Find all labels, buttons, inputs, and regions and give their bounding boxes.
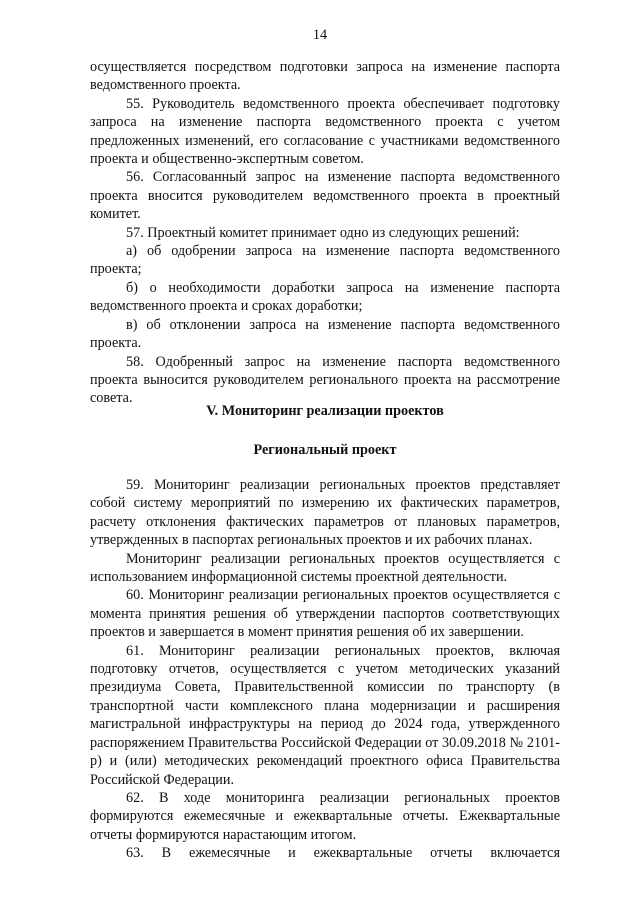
paragraph: а) об одобрении запроса на изменение паспорта ведомственного проекта; xyxy=(90,243,560,278)
paragraph: 59. Мониторинг реализации региональных проектов представляет собой систему мероприятий по измерению их фактических параметров, расчету отклонения фактических параметров от плановых параметров, утвержденных в паспортах региональных проектов и их рабочих планах. xyxy=(90,477,560,549)
paragraph: осуществляется посредством подготовки запроса на изменение паспорта ведомственного проекта. xyxy=(90,59,560,94)
paragraph: б) о необходимости доработки запроса на изменение паспорта ведомственного проекта и сроках доработки; xyxy=(90,279,560,315)
page-number: 14 xyxy=(312,27,328,43)
paragraph: 58. Одобренный запрос на изменение паспорта ведомственного проекта выносится руководителем регионального проекта на рассмотрение совета. xyxy=(90,353,560,407)
paragraph: 55. Руководитель ведомственного проекта обеспечивает подготовку запроса на изменение паспорта ведомственного проекта с учетом предложенных изменений, его согласование с участниками ведомственного проекта и общественно-экспертным советом. xyxy=(90,95,560,168)
section-heading: V. Мониторинг реализации проектов xyxy=(206,403,444,419)
paragraph: 60. Мониторинг реализации региональных проектов осуществляется с момента принятия решения об утверждении паспортов соответствующих проектов и завершается в момент принятия решения об их завершении. xyxy=(90,587,560,641)
paragraph: 63. В ежемесячные и ежеквартальные отчеты включается xyxy=(126,845,560,862)
body-text-block xyxy=(90,58,560,408)
paragraph: 61. Мониторинг реализации региональных проектов, включая подготовку отчетов, осуществляется с учетом методических указаний президиума Совета, Правительственной комиссии по транспорту (в транспортной части комплексного плана модернизации и расширения магистральной инфраструктуры на период до 2024 года, утвержденного распоряжением Правительства Российской Федерации от 30.09.2018 № 2101-р) и (или) методических рекомендаций проектного офиса Правительства Российской Федерации. xyxy=(90,642,560,788)
subsection-heading: Региональный проект xyxy=(253,442,397,458)
paragraph: в) об отклонении запроса на изменение паспорта ведомственного проекта. xyxy=(90,316,560,352)
body-text-block xyxy=(90,476,560,863)
paragraph: 62. В ходе мониторинга реализации региональных проектов формируются ежемесячные и ежеквартальные отчеты. Ежеквартальные отчеты формируются нарастающим итогом. xyxy=(90,789,560,843)
paragraph: 57. Проектный комитет принимает одно из следующих решений: xyxy=(126,224,520,241)
paragraph: Мониторинг реализации региональных проектов осуществляется с использованием информационной системы проектной деятельности. xyxy=(90,550,560,586)
paragraph: 56. Согласованный запрос на изменение паспорта ведомственного проекта вносится руководителем ведомственного проекта в проектный комитет. xyxy=(90,169,560,223)
